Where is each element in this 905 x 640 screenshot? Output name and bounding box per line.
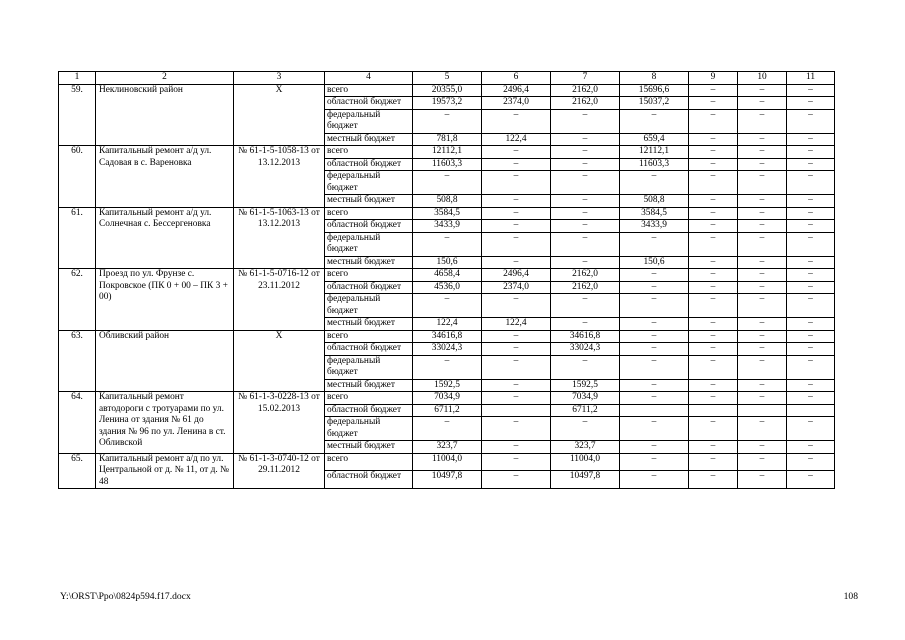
- amount-cell: –: [689, 453, 738, 471]
- amount-cell: –: [551, 220, 620, 233]
- amount-cell: [738, 404, 787, 417]
- amount-cell: –: [620, 441, 689, 454]
- amount-cell: –: [787, 318, 835, 331]
- footer-file-path: Y:\ORST\Ppo\0824p594.f17.docx: [60, 591, 191, 602]
- amount-cell: 2374,0: [482, 281, 551, 294]
- funding-source: местный бюджет: [325, 318, 413, 331]
- amount-cell: 3584,5: [413, 207, 482, 220]
- amount-cell: –: [482, 220, 551, 233]
- amount-cell: –: [787, 195, 835, 208]
- amount-cell: 3433,9: [413, 220, 482, 233]
- amount-cell: –: [551, 355, 620, 379]
- amount-cell: –: [787, 232, 835, 256]
- amount-cell: –: [482, 146, 551, 159]
- funding-source: федеральный бюджет: [325, 417, 413, 441]
- funding-source: областной бюджет: [325, 158, 413, 171]
- amount-cell: 4658,4: [413, 269, 482, 282]
- amount-cell: 6711,2: [413, 404, 482, 417]
- amount-cell: –: [787, 453, 835, 471]
- funding-source: областной бюджет: [325, 471, 413, 489]
- funding-source: федеральный бюджет: [325, 109, 413, 133]
- amount-cell: 2496,4: [482, 84, 551, 97]
- amount-cell: –: [689, 343, 738, 356]
- amount-cell: [787, 404, 835, 417]
- amount-cell: –: [787, 471, 835, 489]
- table-row: [59, 453, 835, 471]
- amount-cell: –: [738, 158, 787, 171]
- expertise-document: № 61-1-3-0740-12 от 29.11.2012: [234, 453, 325, 489]
- amount-cell: –: [738, 453, 787, 471]
- amount-cell: –: [551, 256, 620, 269]
- row-number: 62.: [59, 269, 96, 331]
- amount-cell: –: [482, 232, 551, 256]
- amount-cell: –: [482, 256, 551, 269]
- amount-cell: –: [551, 195, 620, 208]
- amount-cell: 323,7: [551, 441, 620, 454]
- amount-cell: –: [738, 171, 787, 195]
- amount-cell: –: [551, 207, 620, 220]
- amount-cell: 122,4: [482, 133, 551, 146]
- row-number: 64.: [59, 392, 96, 454]
- amount-cell: 2162,0: [551, 281, 620, 294]
- amount-cell: –: [738, 330, 787, 343]
- object-name: Обливский район: [96, 330, 234, 392]
- amount-cell: –: [689, 133, 738, 146]
- amount-cell: –: [551, 109, 620, 133]
- amount-cell: –: [738, 355, 787, 379]
- funding-source: всего: [325, 453, 413, 471]
- object-name: Капитальный ремонт автодороги с тротуарами по ул. Ленина от здания № 61 до здания № 96 по ул. Ленина в ст. Обливской: [96, 392, 234, 454]
- amount-cell: –: [738, 441, 787, 454]
- funding-source: всего: [325, 207, 413, 220]
- funding-source: областной бюджет: [325, 404, 413, 417]
- amount-cell: –: [551, 318, 620, 331]
- row-number: 65.: [59, 453, 96, 489]
- amount-cell: –: [787, 417, 835, 441]
- amount-cell: –: [551, 171, 620, 195]
- amount-cell: –: [482, 471, 551, 489]
- funding-source: областной бюджет: [325, 343, 413, 356]
- amount-cell: –: [738, 256, 787, 269]
- amount-cell: –: [482, 207, 551, 220]
- column-number: 1: [59, 72, 96, 85]
- amount-cell: –: [482, 294, 551, 318]
- amount-cell: –: [787, 207, 835, 220]
- amount-cell: –: [482, 417, 551, 441]
- amount-cell: –: [620, 232, 689, 256]
- amount-cell: 33024,3: [413, 343, 482, 356]
- amount-cell: –: [551, 146, 620, 159]
- amount-cell: 2162,0: [551, 84, 620, 97]
- budget-table: [58, 71, 835, 489]
- amount-cell: 34616,8: [551, 330, 620, 343]
- column-number: 7: [551, 72, 620, 85]
- amount-cell: 11004,0: [551, 453, 620, 471]
- amount-cell: –: [738, 281, 787, 294]
- funding-source: всего: [325, 269, 413, 282]
- amount-cell: –: [689, 207, 738, 220]
- amount-cell: –: [620, 330, 689, 343]
- amount-cell: –: [551, 133, 620, 146]
- amount-cell: –: [787, 171, 835, 195]
- row-number: 61.: [59, 207, 96, 269]
- object-name: Капитальный ремонт а/д по ул. Центральной от д. № 11, от д. № 48: [96, 453, 234, 489]
- amount-cell: –: [738, 84, 787, 97]
- amount-cell: –: [689, 417, 738, 441]
- amount-cell: –: [620, 318, 689, 331]
- amount-cell: –: [620, 294, 689, 318]
- table-row: [59, 207, 835, 220]
- amount-cell: –: [689, 220, 738, 233]
- amount-cell: –: [787, 84, 835, 97]
- amount-cell: –: [689, 379, 738, 392]
- amount-cell: –: [620, 392, 689, 405]
- amount-cell: –: [620, 471, 689, 489]
- amount-cell: –: [689, 158, 738, 171]
- amount-cell: [482, 404, 551, 417]
- amount-cell: –: [482, 441, 551, 454]
- funding-source: всего: [325, 392, 413, 405]
- amount-cell: –: [738, 471, 787, 489]
- funding-source: федеральный бюджет: [325, 294, 413, 318]
- amount-cell: 781,8: [413, 133, 482, 146]
- amount-cell: –: [738, 379, 787, 392]
- column-number: 5: [413, 72, 482, 85]
- amount-cell: 3584,5: [620, 207, 689, 220]
- expertise-document: № 61-1-5-1058-13 от 13.12.2013: [234, 146, 325, 208]
- amount-cell: –: [482, 355, 551, 379]
- amount-cell: 33024,3: [551, 343, 620, 356]
- amount-cell: –: [738, 146, 787, 159]
- amount-cell: –: [689, 441, 738, 454]
- expertise-document: № 61-1-3-0228-13 от 15.02.2013: [234, 392, 325, 454]
- amount-cell: –: [738, 232, 787, 256]
- amount-cell: –: [482, 379, 551, 392]
- funding-source: всего: [325, 146, 413, 159]
- amount-cell: 1592,5: [551, 379, 620, 392]
- amount-cell: 659,4: [620, 133, 689, 146]
- amount-cell: 34616,8: [413, 330, 482, 343]
- amount-cell: 10497,8: [551, 471, 620, 489]
- funding-source: федеральный бюджет: [325, 232, 413, 256]
- amount-cell: –: [787, 220, 835, 233]
- amount-cell: –: [689, 171, 738, 195]
- amount-cell: –: [413, 109, 482, 133]
- amount-cell: 19573,2: [413, 97, 482, 110]
- amount-cell: –: [738, 97, 787, 110]
- amount-cell: –: [689, 146, 738, 159]
- amount-cell: –: [738, 417, 787, 441]
- amount-cell: –: [689, 84, 738, 97]
- amount-cell: 15696,6: [620, 84, 689, 97]
- amount-cell: –: [787, 97, 835, 110]
- amount-cell: 3433,9: [620, 220, 689, 233]
- amount-cell: 12112,1: [620, 146, 689, 159]
- amount-cell: –: [482, 109, 551, 133]
- amount-cell: –: [738, 318, 787, 331]
- amount-cell: –: [787, 392, 835, 405]
- amount-cell: –: [689, 232, 738, 256]
- amount-cell: –: [787, 441, 835, 454]
- funding-source: областной бюджет: [325, 220, 413, 233]
- amount-cell: –: [413, 294, 482, 318]
- amount-cell: –: [787, 294, 835, 318]
- amount-cell: –: [482, 453, 551, 471]
- amount-cell: –: [620, 453, 689, 471]
- amount-cell: –: [787, 281, 835, 294]
- expertise-document: № 61-1-5-0716-12 от 23.11.2012: [234, 269, 325, 331]
- amount-cell: 2162,0: [551, 269, 620, 282]
- amount-cell: –: [551, 158, 620, 171]
- funding-source: областной бюджет: [325, 97, 413, 110]
- column-number: 2: [96, 72, 234, 85]
- amount-cell: –: [620, 109, 689, 133]
- amount-cell: –: [787, 146, 835, 159]
- column-number: 11: [787, 72, 835, 85]
- column-number: 8: [620, 72, 689, 85]
- amount-cell: –: [620, 343, 689, 356]
- amount-cell: –: [689, 109, 738, 133]
- amount-cell: 10497,8: [413, 471, 482, 489]
- table-row: [59, 330, 835, 343]
- funding-source: областной бюджет: [325, 281, 413, 294]
- column-number: 10: [738, 72, 787, 85]
- amount-cell: 7034,9: [551, 392, 620, 405]
- amount-cell: –: [689, 294, 738, 318]
- amount-cell: –: [787, 133, 835, 146]
- amount-cell: –: [738, 195, 787, 208]
- amount-cell: –: [787, 343, 835, 356]
- object-name: Проезд по ул. Фрунзе с. Покровское (ПК 0 + 00 – ПК 3 + 00): [96, 269, 234, 331]
- amount-cell: –: [787, 109, 835, 133]
- table-row: [59, 269, 835, 282]
- amount-cell: 11603,3: [620, 158, 689, 171]
- amount-cell: –: [738, 294, 787, 318]
- object-name: Капитальный ремонт а/д ул. Солнечная с. Бессергеновка: [96, 207, 234, 269]
- amount-cell: –: [482, 343, 551, 356]
- amount-cell: –: [689, 392, 738, 405]
- amount-cell: –: [689, 471, 738, 489]
- table-row: [59, 84, 835, 97]
- object-name: Неклиновский район: [96, 84, 234, 146]
- amount-cell: –: [787, 269, 835, 282]
- amount-cell: –: [413, 171, 482, 195]
- column-number: 6: [482, 72, 551, 85]
- amount-cell: –: [413, 232, 482, 256]
- amount-cell: –: [738, 207, 787, 220]
- amount-cell: –: [738, 343, 787, 356]
- amount-cell: –: [787, 256, 835, 269]
- column-number-row: [59, 72, 835, 85]
- amount-cell: 508,8: [413, 195, 482, 208]
- amount-cell: 323,7: [413, 441, 482, 454]
- funding-source: местный бюджет: [325, 133, 413, 146]
- amount-cell: –: [620, 281, 689, 294]
- amount-cell: 150,6: [413, 256, 482, 269]
- amount-cell: –: [620, 417, 689, 441]
- amount-cell: –: [620, 379, 689, 392]
- amount-cell: –: [689, 318, 738, 331]
- funding-source: местный бюджет: [325, 441, 413, 454]
- amount-cell: –: [738, 133, 787, 146]
- amount-cell: –: [620, 269, 689, 282]
- expertise-document: № 61-1-5-1063-13 от 13.12.2013: [234, 207, 325, 269]
- amount-cell: 15037,2: [620, 97, 689, 110]
- amount-cell: –: [738, 392, 787, 405]
- amount-cell: –: [551, 232, 620, 256]
- column-number: 9: [689, 72, 738, 85]
- amount-cell: [620, 404, 689, 417]
- amount-cell: –: [787, 379, 835, 392]
- amount-cell: –: [482, 195, 551, 208]
- amount-cell: 508,8: [620, 195, 689, 208]
- funding-source: всего: [325, 84, 413, 97]
- amount-cell: –: [738, 109, 787, 133]
- amount-cell: –: [620, 171, 689, 195]
- table-row: [59, 146, 835, 159]
- amount-cell: 2496,4: [482, 269, 551, 282]
- amount-cell: 2162,0: [551, 97, 620, 110]
- funding-source: федеральный бюджет: [325, 171, 413, 195]
- funding-source: всего: [325, 330, 413, 343]
- amount-cell: 122,4: [413, 318, 482, 331]
- row-number: 59.: [59, 84, 96, 146]
- amount-cell: –: [787, 355, 835, 379]
- amount-cell: –: [787, 158, 835, 171]
- column-number: 4: [325, 72, 413, 85]
- amount-cell: –: [551, 417, 620, 441]
- amount-cell: [689, 404, 738, 417]
- amount-cell: –: [689, 97, 738, 110]
- amount-cell: 12112,1: [413, 146, 482, 159]
- amount-cell: –: [787, 330, 835, 343]
- amount-cell: –: [551, 294, 620, 318]
- funding-source: местный бюджет: [325, 256, 413, 269]
- amount-cell: –: [620, 355, 689, 379]
- column-number: 3: [234, 72, 325, 85]
- expertise-document: X: [234, 330, 325, 392]
- amount-cell: –: [689, 330, 738, 343]
- amount-cell: –: [482, 171, 551, 195]
- amount-cell: 11603,3: [413, 158, 482, 171]
- amount-cell: –: [413, 417, 482, 441]
- amount-cell: 20355,0: [413, 84, 482, 97]
- amount-cell: –: [482, 330, 551, 343]
- amount-cell: –: [689, 256, 738, 269]
- amount-cell: –: [689, 269, 738, 282]
- expertise-document: X: [234, 84, 325, 146]
- amount-cell: 11004,0: [413, 453, 482, 471]
- amount-cell: –: [413, 355, 482, 379]
- amount-cell: –: [689, 195, 738, 208]
- amount-cell: 150,6: [620, 256, 689, 269]
- amount-cell: 4536,0: [413, 281, 482, 294]
- object-name: Капитальный ремонт а/д ул. Садовая в с. Вареновка: [96, 146, 234, 208]
- funding-source: местный бюджет: [325, 379, 413, 392]
- funding-source: федеральный бюджет: [325, 355, 413, 379]
- row-number: 63.: [59, 330, 96, 392]
- amount-cell: 122,4: [482, 318, 551, 331]
- amount-cell: –: [689, 355, 738, 379]
- amount-cell: 1592,5: [413, 379, 482, 392]
- funding-source: местный бюджет: [325, 195, 413, 208]
- amount-cell: –: [738, 269, 787, 282]
- amount-cell: –: [482, 392, 551, 405]
- amount-cell: 7034,9: [413, 392, 482, 405]
- row-number: 60.: [59, 146, 96, 208]
- table-row: [59, 392, 835, 405]
- amount-cell: –: [482, 158, 551, 171]
- footer-page-number: 108: [843, 591, 858, 602]
- amount-cell: 2374,0: [482, 97, 551, 110]
- amount-cell: 6711,2: [551, 404, 620, 417]
- amount-cell: –: [738, 220, 787, 233]
- amount-cell: –: [689, 281, 738, 294]
